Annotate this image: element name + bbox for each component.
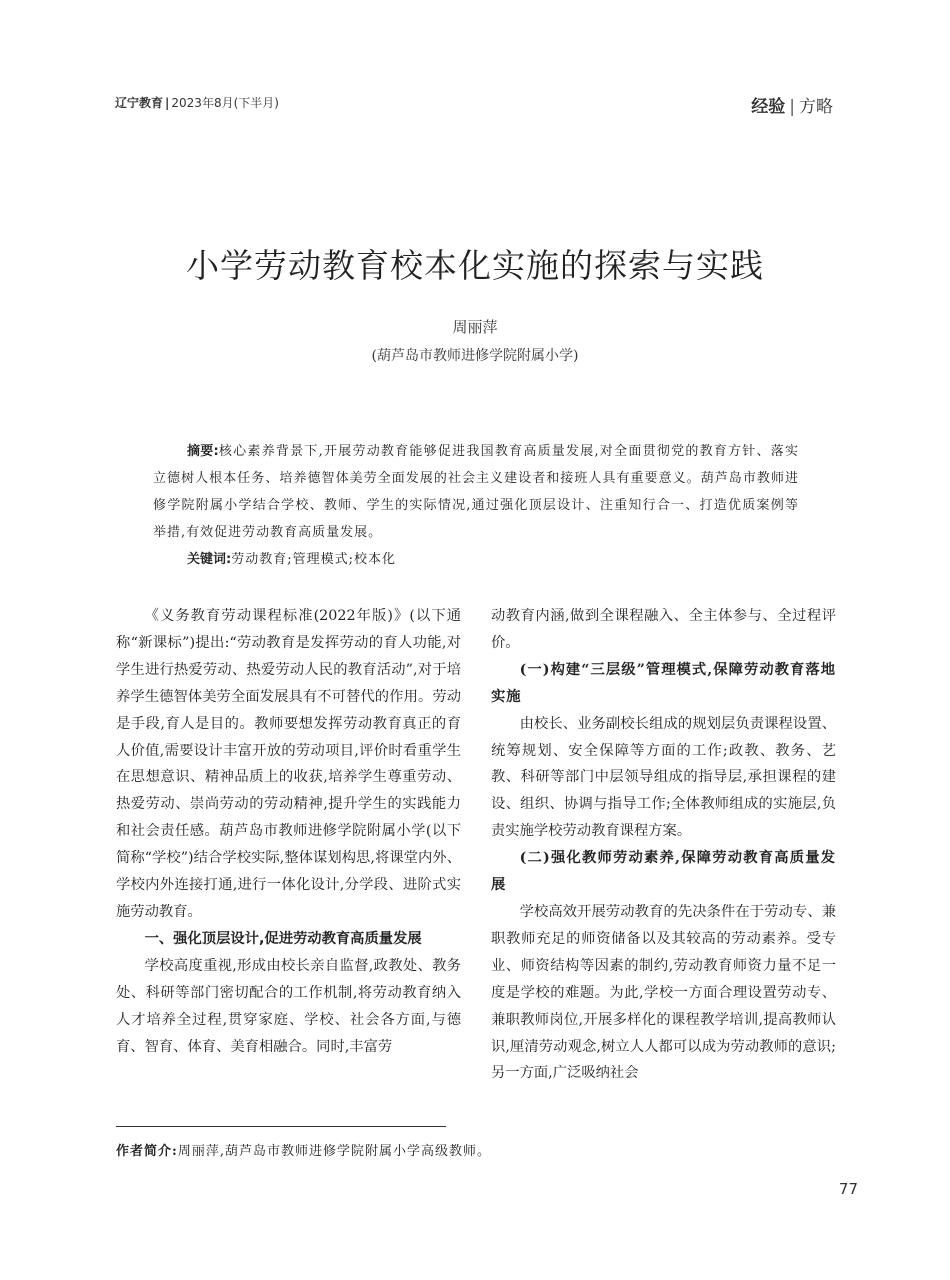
subsection-heading-2: (二)强化教师劳动素养,保障劳动教育高质量发展 xyxy=(491,850,836,894)
issue-date: 2023年8月(下半月) xyxy=(171,96,279,110)
abstract xyxy=(153,438,799,546)
body-column-left xyxy=(116,603,461,1060)
author-affiliation: (葫芦岛市教师进修学院附属小学) xyxy=(371,348,579,364)
section-separator: | xyxy=(789,97,795,117)
journal-name: 辽宁教育 xyxy=(115,96,164,110)
section-1-paragraph: 学校高度重视,形成由校长亲自监督,政教处、教务处、科研等部门密切配合的工作机制,将劳动教育纳入人才培养全过程,贯穿家庭、学校、社会各方面,与德育、智育、体育、美育相融合。同时,丰富劳 xyxy=(116,957,461,1055)
subsection-2-paragraph: 学校高效开展劳动教育的先决条件在于劳动专、兼职教师充足的师资储备以及其较高的劳动素养。受专业、师资结构等因素的制约,劳动教育师资力量不足一度是学校的难题。为此,学校一方面合理设置劳动专、兼职教师岗位,开展多样化的课程教学培训,提高教师认识,厘清劳动观念,树立人人都可以成为劳动教师的意识;另一方面,广泛吸纳社会 xyxy=(491,903,836,1082)
intro-paragraph: 《义务教育劳动课程标准(2022年版)》(以下通称“新课标”)提出:“劳动教育是发挥劳动的育人功能,对学生进行热爱劳动、热爱劳动人民的教育活动”,对于培养学生德智体美劳全面发展具有不可替代的作用。劳动是手段,育人是目的。教师要想发挥劳动教育真正的育人价值,需要设计丰富开放的劳动项目,评价时看重学生在思想意识、精神品质上的收获,培养学生尊重劳动、热爱劳动、崇尚劳动的劳动精神,提升学生的实践能力和社会责任感。葫芦岛市教师进修学院附属小学(以下简称“学校”)结合学校实际,整体谋划构思,将课堂内外、学校内外连接打通,进行一体化设计,分学段、进阶式实施劳动教育。 xyxy=(116,608,461,920)
author-name: 周丽萍 xyxy=(452,318,498,336)
body-column-right xyxy=(491,603,836,1087)
header-separator: | xyxy=(165,96,170,110)
page-number: 77 xyxy=(838,1180,858,1198)
section-1-paragraph-continued: 动教育内涵,做到全课程融入、全主体参与、全过程评价。 xyxy=(491,608,836,651)
keywords-text: 劳动教育;管理模式;校本化 xyxy=(231,552,396,567)
footnote-rule xyxy=(116,1126,446,1127)
keywords xyxy=(187,548,396,567)
section-heading-1: 一、强化顶层设计,促进劳动教育高质量发展 xyxy=(144,930,422,947)
abstract-label: 摘要: xyxy=(187,444,219,459)
subsection-1-paragraph: 由校长、业务副校长组成的规划层负责课程设置、统筹规划、安全保障等方面的工作;政教、教务、艺教、科研等部门中层领导组成的指导层,承担课程的建设、组织、协调与指导工作;全体教师组成的实施层,负责实施学校劳动教育课程方案。 xyxy=(491,715,836,840)
author-footnote xyxy=(116,1140,491,1159)
article-title: 小学劳动教育校本化实施的探索与实践 xyxy=(186,246,764,285)
subsection-heading-1: (一)构建“三层级”管理模式,保障劳动教育落地实施 xyxy=(491,661,836,705)
footnote-label: 作者简介: xyxy=(116,1144,178,1159)
keywords-label: 关键词: xyxy=(187,552,232,567)
subsection-name: 方略 xyxy=(799,97,833,117)
footnote-text: 周丽萍,葫芦岛市教师进修学院附属小学高级教师。 xyxy=(177,1144,491,1159)
section-name: 经验 xyxy=(751,97,786,117)
running-header-left xyxy=(115,94,279,111)
abstract-text: 核心素养背景下,开展劳动教育能够促进我国教育高质量发展,对全面贯彻党的教育方针、落实立德树人根本任务、培养德智体美劳全面发展的社会主义建设者和接班人具有重要意义。葫芦岛市教师进修学院附属小学结合学校、教师、学生的实际情况,通过强化顶层设计、注重知行合一、打造优质案例等举措,有效促进劳动教育高质量发展。 xyxy=(153,444,800,540)
running-header-right xyxy=(751,92,833,117)
